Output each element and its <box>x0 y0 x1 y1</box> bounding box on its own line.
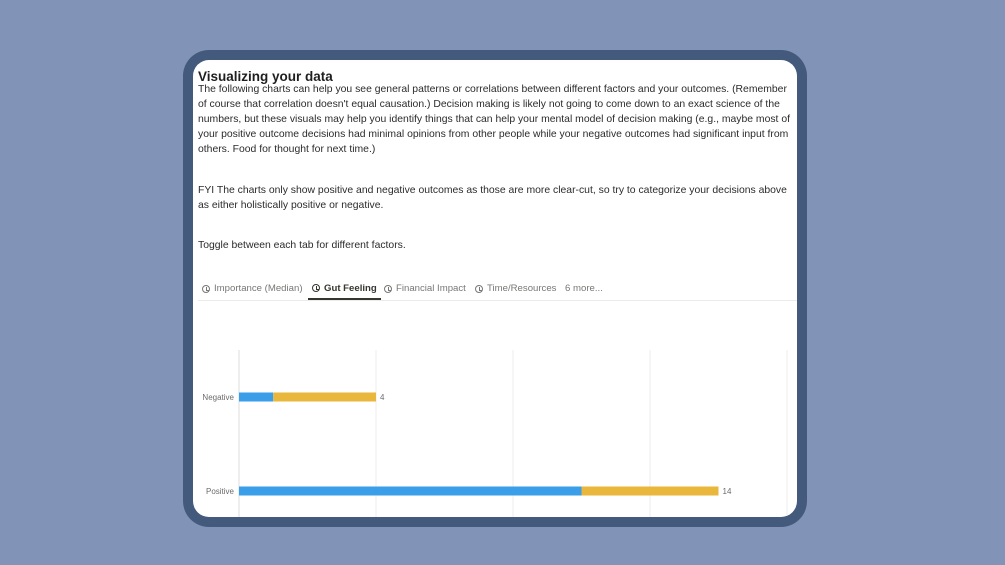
tab-label: Gut Feeling <box>324 282 377 294</box>
tab-bar <box>198 278 797 301</box>
bar-segment[interactable] <box>582 487 719 496</box>
total-label: 4 <box>380 393 385 402</box>
tab-more[interactable] <box>565 278 603 299</box>
screen <box>193 60 797 517</box>
tab-label: 6 more... <box>565 283 603 294</box>
tab-time-resources[interactable] <box>475 278 556 299</box>
toggle-hint: Toggle between each tab for different factors. <box>198 240 406 251</box>
tab-label: Financial Impact <box>396 283 466 294</box>
tab-label: Time/Resources <box>487 283 557 294</box>
total-label: 14 <box>722 487 732 496</box>
clock-icon <box>312 284 320 292</box>
fyi-paragraph: FYI The charts only show positive and negative outcomes as those are more clear-cut, so try to categorize your decisions above as either holistically positive or negative. <box>198 185 787 211</box>
tab-gut-feeling[interactable] <box>308 278 381 300</box>
tab-importance-median[interactable] <box>202 278 303 299</box>
clock-icon <box>202 285 210 293</box>
category-label: Positive <box>205 487 234 496</box>
clock-icon <box>384 285 392 293</box>
page-title: Visualizing your data <box>198 69 333 84</box>
tab-financial-impact[interactable] <box>384 278 466 299</box>
device-frame <box>183 50 807 527</box>
category-label: Negative <box>202 393 234 402</box>
bar-segment[interactable] <box>239 393 273 402</box>
tab-label: Importance (Median) <box>214 283 303 294</box>
bar-segment[interactable] <box>239 487 582 496</box>
bar-segment[interactable] <box>273 393 376 402</box>
clock-icon <box>475 285 483 293</box>
intro-paragraph: The following charts can help you see general patterns or correlations between different factors and your outcomes. (Remember of course that correlation doesn't equal causation.) Decision making is likely not going to come down to an exact science of the numbers, but these visuals may help you identify things that can help your mental model of decision making (e.g., maybe most of your positive outcome decisions had minimal opinions from other people while your negative outcomes had significant input from others. Food for thought for next time.) <box>198 84 790 155</box>
